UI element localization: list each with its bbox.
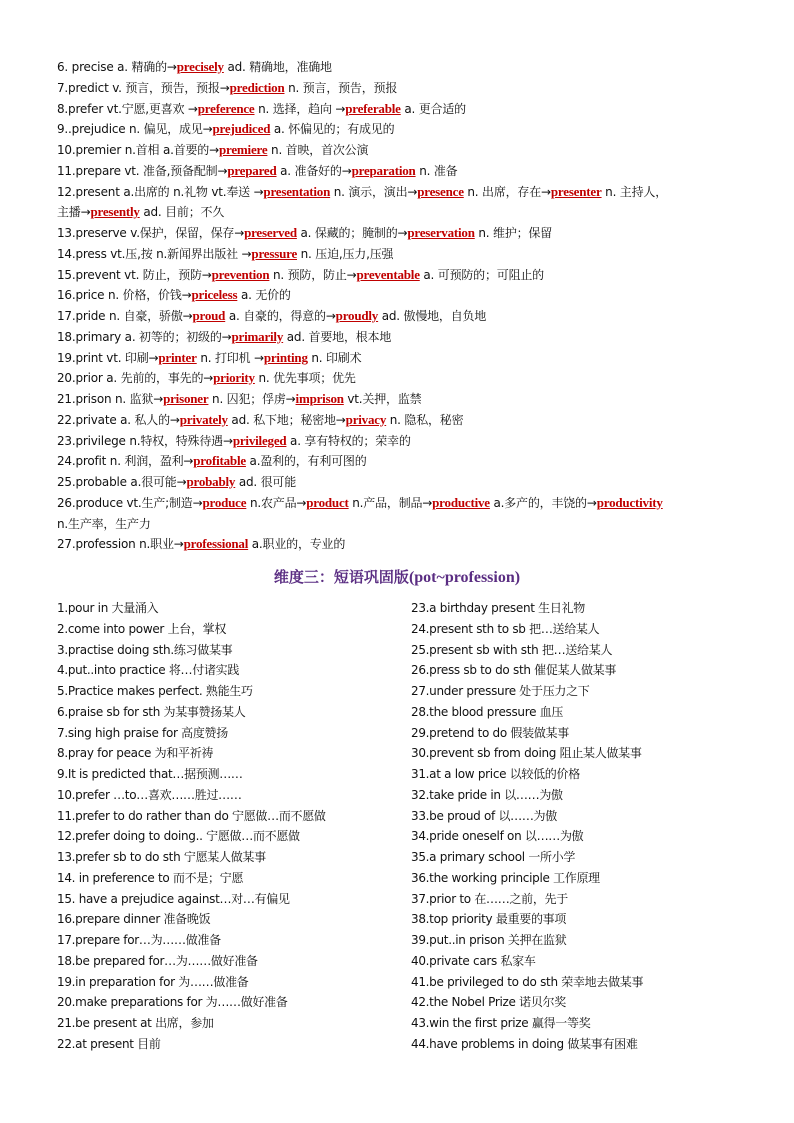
- phrase-item: 8.pray for peace 为和平祈祷: [57, 746, 214, 761]
- line-text: n. 预言，预告，预报: [284, 80, 398, 95]
- phrase-item: 17.prepare for…为……做准备: [57, 933, 221, 947]
- phrase-item: 13.prefer sb to do sth 宁愿某人做某事: [57, 850, 266, 864]
- answer-word: privately: [179, 411, 228, 427]
- phrase-item: 7.sing high praise for 高度赞扬: [57, 725, 228, 740]
- phrase-item: 24.present sth to sb 把…送给某人: [411, 621, 600, 636]
- line-text: 24.profit n. 利润，盈利→: [57, 454, 194, 469]
- phrase-item: 4.put..into practice 将…付诸实践: [57, 663, 240, 678]
- heading-chinese: 维度三：短语巩固版: [273, 568, 409, 586]
- phrase-item: 23.a birthday present 生日礼物: [411, 601, 585, 615]
- word-line: [57, 182, 757, 202]
- line-text: 14.press vt.压,按 n.新闻界出版社 →: [57, 246, 252, 261]
- answer-word: premiere: [218, 142, 268, 157]
- answer-word: productivity: [596, 494, 663, 510]
- answer-word: prevention: [211, 266, 270, 282]
- line-text: 6. precise a. 精确的→: [57, 60, 177, 74]
- phrase-item: 30.prevent sb from doing 阻止某人做某事: [411, 746, 642, 761]
- line-text: 17.pride n. 自豪，骄傲→: [57, 309, 193, 323]
- phrase-item: 38.top priority 最重要的事项: [411, 912, 567, 927]
- phrase-item: 44.have problems in doing 做某事有困难: [411, 1036, 638, 1051]
- answer-word: probably: [186, 474, 236, 489]
- line-text: n. 打印机 →: [196, 350, 264, 365]
- line-text: n.农产品→: [246, 495, 307, 510]
- phrase-item: 22.at present 目前: [57, 1036, 161, 1051]
- word-line: [57, 78, 757, 98]
- word-line: [57, 161, 757, 181]
- phrase-item: 35.a primary school 一所小学: [411, 850, 576, 864]
- line-text: 23.privilege n.特权，特殊待遇→: [57, 433, 233, 448]
- answer-word: imprison: [295, 391, 344, 406]
- line-text: ad. 私下地；秘密地→: [227, 412, 346, 427]
- word-line: [57, 451, 757, 471]
- line-text: 10.premier n.首相 a.首要的→: [57, 143, 219, 157]
- heading-range: (pot~profession): [408, 569, 521, 586]
- line-text: 8.prefer vt.宁愿,更喜欢 →: [57, 101, 198, 116]
- phrase-item: 42.the Nobel Prize 诺贝尔奖: [411, 995, 566, 1010]
- line-text: a.职业的，专业的: [248, 537, 346, 552]
- word-line: [57, 534, 757, 554]
- answer-word: preservation: [407, 225, 475, 240]
- line-text: n. 出席，存在→: [463, 184, 551, 199]
- answer-word: preventable: [356, 266, 420, 282]
- phrase-item: 27.under pressure 处于压力之下: [411, 684, 590, 698]
- answer-word: prisoner: [163, 391, 209, 406]
- answer-word: prediction: [229, 79, 285, 95]
- line-text: 13.preserve v.保护，保留，保存→: [57, 226, 245, 240]
- line-text: 21.prison n. 监狱→: [57, 392, 164, 406]
- answer-word: pressure: [251, 245, 298, 261]
- line-text: a. 无价的: [237, 288, 291, 303]
- line-text: n. 优先事项；优先: [254, 371, 356, 386]
- line-text: 12.present a.出席的 n.礼物 vt.奉送 →: [57, 184, 264, 199]
- answer-word: preferable: [345, 100, 401, 116]
- word-line: [57, 431, 757, 451]
- answer-word: presentation: [263, 183, 331, 199]
- phrase-item: 28.the blood pressure 血压: [411, 704, 564, 719]
- word-line: [57, 244, 757, 264]
- line-text: 主播→: [57, 205, 91, 220]
- line-text: n.生产率，生产力: [57, 516, 151, 531]
- answer-word: preserved: [244, 225, 297, 240]
- answer-word: prejudiced: [212, 121, 271, 137]
- phrase-item: 10.prefer …to…喜欢……胜过……: [57, 787, 242, 802]
- line-text: 25.probable a.很可能→: [57, 475, 187, 489]
- line-text: 20.prior a. 先前的，事先的→: [57, 371, 214, 386]
- phrase-item: 21.be present at 出席，参加: [57, 1016, 214, 1030]
- answer-word: priceless: [191, 287, 238, 303]
- line-text: n. 准备: [415, 163, 458, 178]
- phrase-item: 34.pride oneself on 以……为傲: [411, 829, 584, 844]
- phrase-item: 39.put..in prison 关押在监狱: [411, 933, 567, 947]
- answer-word: primarily: [231, 328, 284, 344]
- line-text: 9..prejudice n. 偏见，成见→: [57, 122, 213, 137]
- phrase-item: 40.private cars 私家车: [411, 953, 536, 968]
- line-text: ad. 首要地，根本地: [283, 329, 392, 344]
- answer-word: priority: [213, 370, 255, 386]
- line-text: 27.profession n.职业→: [57, 537, 184, 552]
- phrase-item: 26.press sb to do sth 催促某人做某事: [411, 663, 617, 678]
- phrase-item: 18.be prepared for…为……做好准备: [57, 953, 258, 968]
- phrase-item: 20.make preparations for 为……做好准备: [57, 995, 288, 1010]
- word-line: [57, 99, 757, 119]
- phrase-item: 1.pour in 大量涌入: [57, 601, 159, 615]
- line-text: 7.predict v. 预言，预告，预报→: [57, 80, 230, 95]
- answer-word: presently: [90, 204, 140, 220]
- word-line: [57, 389, 757, 409]
- line-text: n. 维护；保留: [474, 226, 553, 240]
- answer-word: precisely: [176, 59, 224, 74]
- word-line: [57, 472, 757, 492]
- answer-word: preparation: [351, 162, 416, 178]
- phrase-item: 12.prefer doing to doing.. 宁愿做…而不愿做: [57, 829, 300, 844]
- answer-word: printer: [158, 349, 197, 365]
- line-text: 11.prepare vt. 准备,预备配制→: [57, 163, 228, 178]
- phrase-item: 5.Practice makes perfect. 熟能生巧: [57, 684, 253, 698]
- answer-word: proud: [192, 308, 226, 323]
- line-text: a. 更合适的: [400, 101, 466, 116]
- answer-word: productive: [432, 494, 490, 510]
- word-line: [57, 265, 757, 285]
- word-line: [57, 223, 757, 243]
- word-line: [57, 140, 757, 160]
- line-text: ad. 傲慢地，自负地: [378, 309, 487, 323]
- line-text: n. 印刷术: [307, 350, 362, 365]
- line-text: a.多产的，丰饶的→: [489, 495, 597, 510]
- line-text: ad. 目前；不久: [139, 205, 225, 220]
- phrase-item: 33.be proud of 以……为傲: [411, 808, 557, 823]
- word-line: [57, 410, 757, 430]
- word-line: [57, 514, 757, 534]
- answer-word: proudly: [335, 308, 379, 323]
- word-line: [57, 368, 757, 388]
- phrase-item: 11.prefer to do rather than do 宁愿做…而不愿做: [57, 808, 326, 823]
- answer-word: prepared: [227, 162, 277, 178]
- word-line: [57, 327, 757, 347]
- word-line: [57, 493, 757, 513]
- answer-word: produce: [202, 494, 247, 510]
- phrase-item: 41.be privileged to do sth 荣幸地去做某事: [411, 974, 644, 989]
- phrase-item: 43.win the first prize 赢得一等奖: [411, 1016, 591, 1030]
- line-text: n. 压迫,压力,压强: [297, 246, 394, 261]
- phrase-item: 15. have a prejudice against…对…有偏见: [57, 891, 290, 906]
- line-text: n. 演示，演出→: [330, 184, 418, 199]
- line-text: a. 保藏的；腌制的→: [296, 226, 408, 240]
- answer-word: privacy: [345, 411, 387, 427]
- line-text: a. 自豪的，得意的→: [225, 309, 336, 323]
- line-text: 22.private a. 私人的→: [57, 412, 180, 427]
- answer-word: preference: [197, 100, 255, 116]
- line-text: n. 主持人，: [601, 184, 668, 199]
- answer-word: product: [306, 494, 349, 510]
- word-line: [57, 57, 757, 77]
- phrase-item: 37.prior to 在……之前，先于: [411, 891, 568, 906]
- phrase-item: 31.at a low price 以较低的价格: [411, 767, 580, 781]
- phrase-item: 36.the working principle 工作原理: [411, 870, 600, 885]
- line-text: n. 囚犯；俘虏→: [208, 392, 296, 406]
- line-text: n. 选择，趋向 →: [254, 101, 346, 116]
- phrase-item: 9.It is predicted that…据预测……: [57, 767, 243, 781]
- line-text: a. 可预防的；可阻止的: [419, 267, 544, 282]
- line-text: a. 享有特权的；荣幸的: [286, 433, 411, 448]
- line-text: 16.price n. 价格，价钱→: [57, 288, 192, 303]
- answer-word: privileged: [232, 432, 287, 448]
- phrase-item: 16.prepare dinner 准备晚饭: [57, 912, 211, 927]
- line-text: ad. 很可能: [235, 475, 297, 489]
- phrase-item: 14. in preference to 而不是；宁愿: [57, 870, 244, 885]
- line-text: 26.produce vt.生产;制造→: [57, 495, 203, 510]
- answer-word: presence: [417, 183, 464, 199]
- answer-word: printing: [263, 349, 308, 365]
- line-text: n. 首映，首次公演: [267, 143, 369, 157]
- word-line: [57, 202, 757, 222]
- word-line: [57, 348, 757, 368]
- section-heading: [0, 566, 794, 587]
- line-text: 18.primary a. 初等的；初级的→: [57, 329, 232, 344]
- word-line: [57, 285, 757, 305]
- phrase-item: 25.present sb with sth 把…送给某人: [411, 642, 613, 657]
- word-line: [57, 306, 757, 326]
- line-text: a.盈利的，有利可图的: [245, 454, 367, 469]
- line-text: vt.关押，监禁: [343, 392, 422, 406]
- line-text: 19.print vt. 印刷→: [57, 350, 159, 365]
- answer-word: presenter: [550, 183, 602, 199]
- phrase-item: 19.in preparation for 为……做准备: [57, 974, 249, 989]
- answer-word: professional: [183, 536, 249, 552]
- word-line: [57, 119, 757, 139]
- phrase-item: 2.come into power 上台，掌权: [57, 621, 227, 636]
- answer-word: profitable: [193, 453, 246, 469]
- phrase-item: 6.praise sb for sth 为某事赞扬某人: [57, 704, 246, 719]
- phrase-item: 32.take pride in 以……为傲: [411, 787, 563, 802]
- line-text: n. 隐私，秘密: [386, 412, 464, 427]
- phrase-item: 29.pretend to do 假装做某事: [411, 725, 569, 740]
- line-text: n.产品，制品→: [348, 495, 433, 510]
- phrase-item: 3.practise doing sth.练习做某事: [57, 642, 233, 657]
- line-text: a. 怀偏见的；有成见的: [270, 122, 395, 137]
- line-text: 15.prevent vt. 防止，预防→: [57, 267, 212, 282]
- line-text: a. 准备好的→: [276, 163, 352, 178]
- line-text: n. 预防，防止→: [269, 267, 357, 282]
- line-text: ad. 精确地，准确地: [223, 60, 332, 74]
